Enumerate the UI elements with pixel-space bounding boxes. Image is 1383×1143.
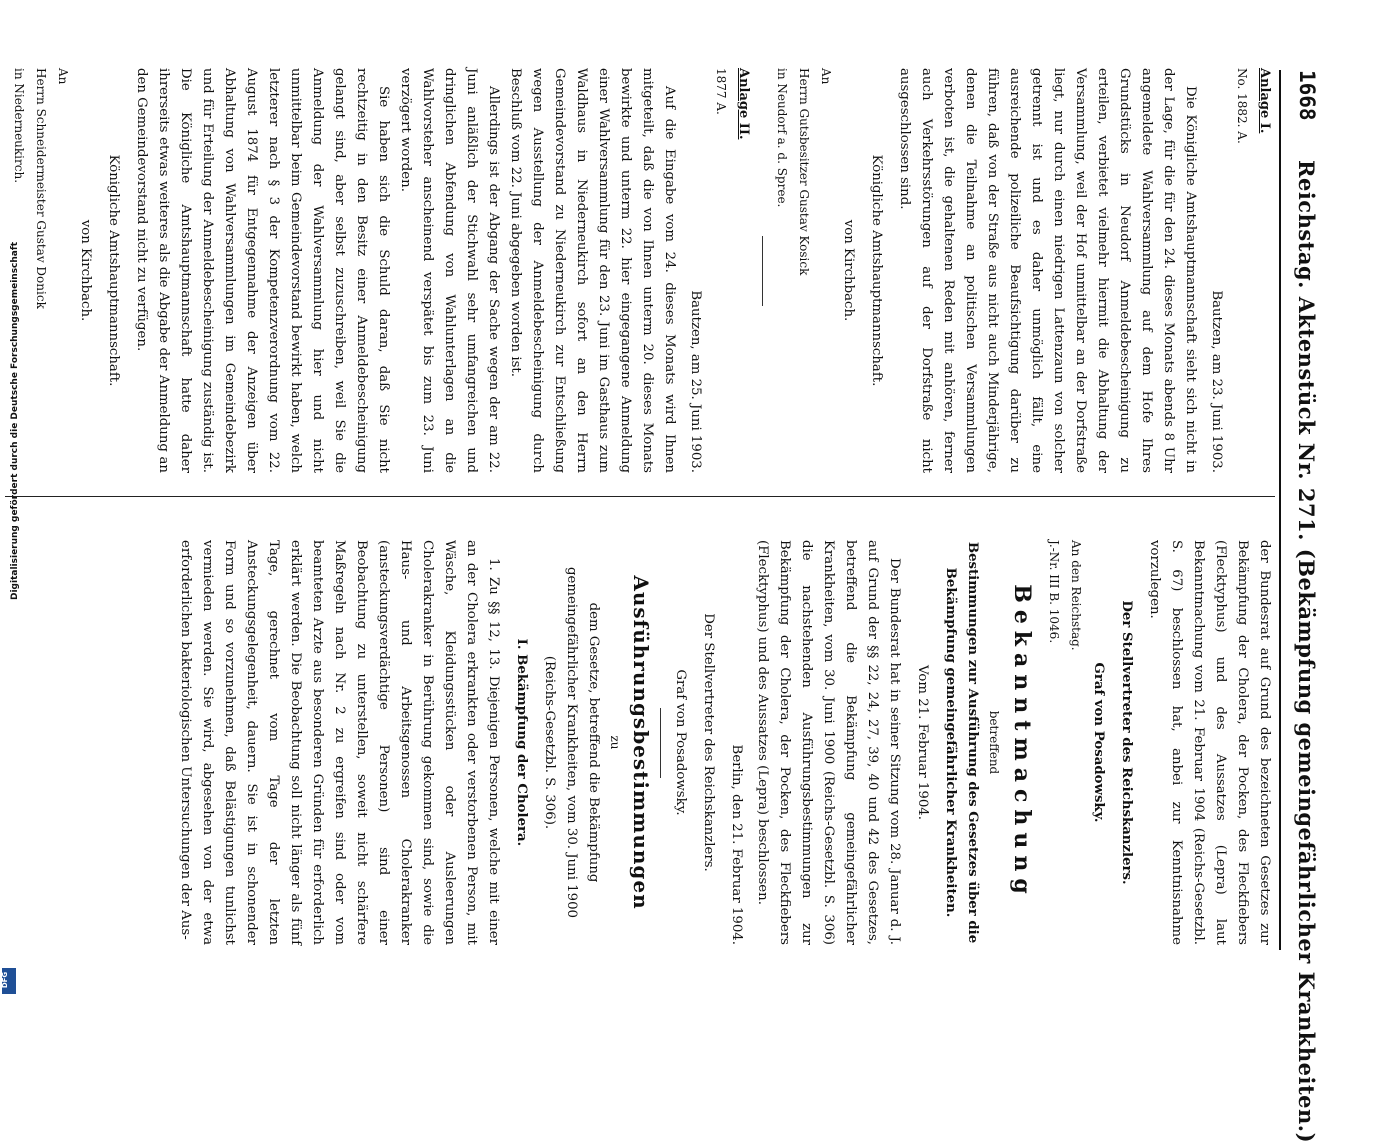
address-1-recipient: Herrn Gutsbesitzer Gustav Kosick [797, 68, 811, 276]
bekanntmachung-title: Bekanntmachung [1009, 584, 1035, 901]
signature-3-office: Der Stellvertreter des Reichskanzlers. [1119, 600, 1134, 885]
betreffend-label: betreffend [987, 710, 1001, 775]
dfg-logo [2, 968, 16, 994]
digitization-note: Digitalisierung gefördert durch die Deutsche Forschungsgemeinschaft [10, 241, 20, 600]
address-1-an: An [819, 68, 833, 85]
dfg-logo-text: DFG [1, 971, 10, 989]
column-divider [5, 496, 1275, 497]
ausfuehrungsbestimmungen-title: Ausführungsbestimmungen [629, 575, 653, 910]
section-heading: I. Bekämpfung der Cholera. [514, 638, 529, 847]
signature-2-office: Königliche Amtshauptmannschaft. [106, 154, 121, 387]
signature-4-name: Graf von Posadowsky. [673, 669, 688, 816]
address-2-an: An [56, 68, 70, 85]
addressee: An den Reichstag. [1069, 540, 1083, 651]
signature-2-name: von Kirchbach. [78, 219, 93, 322]
paragraph-continuation: der Bundesrat auf Grund des bezeichneten Gesetzes zur Bekämpfung der Cholera, der Pocken, des Fleckfiebers (Flecktyphus) und des Aussatzes (Lepra) laut Bekanntmachung vom 21. Februar 1904 (Reichs-Gesetzbl. S. 67) beschlossen hat, anbei zur Kenntnisnahme vorzulegen. [1147, 540, 1272, 945]
paragraph-3: Allerdings ist der Abgang der Sache wegen der am 22. Juni anläßlich der Stichwahl sehr umfangreichen und dringlichen Abfendung von Wahlunterlagen an die Wahlvorsteher anscheinend verspätet bis zum 23. Juni verzögert worden. [398, 68, 501, 473]
page-number: 1668 [1295, 70, 1319, 121]
paragraph-section: 1. Zu §§ 12, 13. Diejenigen Personen, welche mit einer an der Cholera erkrankten oder verstorbenen Person, mit Wäsche, Kleidungsstücken oder Ausleerungen Cholerakranker in Berührung gekommen sind, sowie die Haus- und Arbeitsgenossen Cholerakranker (ansteckungsverdächtige Personen) sind einer Beobachtung zu unterstellen, soweit nicht schärfere Maßregeln nach Nr. 2 zu ergreifen sind oder vom beamteten Arzte aus besonderen Gründen für erforderlich erklärt werden. Die Beobachtung soll nicht länger als fünf Tage, gerechnet vom Tage der letzten Ansteckungsgelegenheit, dauern. Sie ist in schonender Form und so vorzunehmen, daß Belästigungen tunlichst vermieden werden. Sie wird, abgesehen von der etwa erforderlichen bakteriologischen Untersuchungen der Aus- [178, 540, 501, 945]
bekanntmachung-subtitle: Bestimmungen zur Ausführung des Gesetzes über die Bekämpfung gemeingefährlicher Krankheiten. [943, 541, 980, 944]
signature-1-name: von Kirchbach. [841, 219, 856, 322]
page-title: Reichstag. Aktenstück Nr. 271. (Bekämpfung gemeingefährlicher Krankheiten.) [1294, 160, 1319, 1143]
anlage-2-label: Anlage II. [736, 68, 751, 140]
address-2-recipient: Herrn Schneidermeister Gustav Donick [34, 68, 48, 309]
paragraph-4: Sie haben sich die Schuld daran, daß Sie nicht rechtzeitig in den Besitz einer Anmeldebescheinigung gelangt sind, aber selbst zuzuschreiben, weil Sie die Anmeldung der Wahlversammlung hier und nicht unmittelbar beim Gemeindevorstand bewirkt haben, welch letzterer nach § 3 der Kompetenzverordnung vom 22. August 1874 für Entgegennahme der Anzeigen über Abhaltung von Wahlversammlungen im Gemeindebezirk und für Erteilung der Anmeldebescheinigung zuständig ist. Die Königliche Amtshauptmannschaft hatte daher ihrerseits etwas weiteres als die Abgabe der Anmeldung an den Gemeindevorstand nicht zu verfügen. [134, 68, 391, 473]
paragraph-2: Auf die Eingabe vom 24. dieses Monats wird Ihnen mitgeteilt, daß die von Ihnen unterm 20. dieses Monats bewirkte und unterm 22. hier eingegangene Anmeldung einer Wahlversammlung für den 23. Juni im Gasthaus zum Waldhaus in Niederneukirch sofort an den Herrn Gemeindevorstand zu Niederneukirch zur Entschließung wegen Ausstellung der Anmeldebescheinigung durch Beschluß vom 22. Juni abgegeben worden ist. [508, 68, 677, 473]
zu-label: zu [608, 735, 622, 750]
place-date-1: Bautzen, am 23. Juni 1903. [1209, 290, 1224, 473]
place-date-4: Berlin, den 21. Februar 1904. [729, 744, 744, 945]
paragraph-1: Die Königliche Amtshauptmannschaft sieht sich nicht in der Lage, für die für den 24. dieses Monats abends 8 Uhr angemeldete Wahlversammlung auf dem Hofe Ihres Grundstücks in Neudorf Anmeldebescheinigung zu erteilen, verbietet vielmehr hiermit die Abhaltung der Versammlung, weil der Hof unmittelbar an der Dorfstraße liegt, nur durch einen niedrigen Lattenzaun von solcher getrennt ist und es daher unmöglich fällt, eine ausreichende polizeiliche Beaufsichtigung darüber zu führen, daß von der Straße aus nicht auch Minderjährige, denen die Teilnahme an politischen Versammlungen verboten ist, die gehaltenen Reden mit anhören, ferner auch Verkehrsstörungen auf der Dorfstraße nicht ausgeschlossen sind. [897, 68, 1198, 473]
right-column [5, 540, 1275, 945]
address-2-place: in Niederneukirch. [12, 68, 26, 184]
anlage-2-number: 1877 A. [714, 68, 728, 115]
page-header [1279, 70, 1323, 1143]
separator-1 [762, 236, 763, 306]
anlage-1-label: Anlage I. [1257, 68, 1272, 134]
left-column [5, 68, 1275, 473]
signature-1-office: Königliche Amtshauptmannschaft. [869, 154, 884, 387]
address-1-place: in Neudorf a. d. Spree. [775, 68, 789, 208]
anlage-1-number: No. 1882. A. [1235, 68, 1249, 144]
signature-4-office: Der Stellvertreter des Reichskanzlers. [701, 613, 716, 872]
paragraph-bekanntmachung: Der Bundesrat hat in seiner Sitzung vom 28. Januar d. J. auf Grund der §§ 22, 24, 27, 39, 40 und 42 des Gesetzes, betreffend die Bekämpfung gemeingefährlicher Krankheiten, vom 30. Juni 1900 (Reichs-Gesetzbl. S. 306) die nachstehenden Ausführungsbestimmungen zur Bekämpfung der Cholera, der Pocken, des Fleckfiebers (Flecktyphus) und des Aussatzes (Lepra) beschlossen. [755, 540, 902, 945]
reference-number: J.-Nr. III B. 1046. [1047, 540, 1061, 644]
separator-3 [660, 708, 661, 778]
signature-3-name: Graf von Posadowsky. [1091, 662, 1106, 823]
ausfuehrungsbestimmungen-subtitle: dem Gesetze, betreffend die Bekämpfung gemeingefährlicher Krankheiten, vom 30. Juni 1900 (Reichs-Gesetzbl. S. 306). [542, 566, 601, 919]
bekanntmachung-date: Vom 21. Februar 1904. [915, 665, 930, 820]
place-date-2: Bautzen, am 25. Juni 1903. [688, 290, 703, 473]
